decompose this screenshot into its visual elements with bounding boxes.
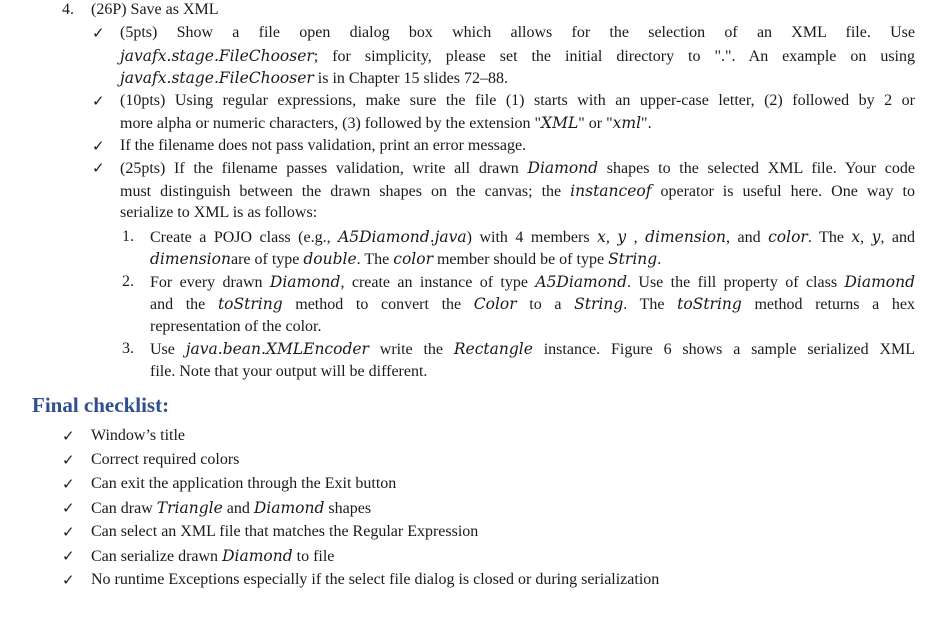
- checklist-item: Can serialize drawn Diamond to file: [91, 547, 335, 565]
- requirement-line: If the filename does not pass validation, print an error message.: [120, 136, 527, 154]
- code-term: xml: [612, 114, 642, 132]
- check-icon: ✓: [62, 523, 75, 541]
- requirement-line: (5pts) Show a file open dialog box which allows for the selection of an XML file. Use: [120, 24, 915, 41]
- code-term: javafx.stage.FileChooser: [120, 69, 314, 87]
- code-term: dimension: [645, 227, 727, 246]
- requirement-line: more alpha or numeric characters, (3) followed by the extension "XML" or "xml".: [120, 114, 652, 132]
- check-icon: ✓: [62, 451, 75, 469]
- code-term: String: [574, 295, 624, 313]
- code-term: Triangle: [156, 499, 223, 517]
- step-line: file. Note that your output will be different.: [150, 362, 428, 380]
- code-term: color: [393, 250, 433, 268]
- section-number: 4.: [62, 1, 74, 18]
- step-number: 1.: [122, 227, 134, 245]
- check-icon: ✓: [62, 475, 75, 493]
- check-icon: ✓: [62, 499, 75, 517]
- requirement-line: serialize to XML is as follows:: [120, 204, 318, 221]
- code-term: Diamond: [269, 272, 341, 291]
- code-term: toString: [677, 295, 742, 313]
- code-term: double: [303, 250, 357, 268]
- step-number: 3.: [122, 340, 134, 357]
- step-line: For every drawn Diamond, create an instance of type A5Diamond. Use the fill property of class Diamond: [150, 272, 915, 291]
- checklist-item: Can draw Triangle and Diamond shapes: [91, 499, 372, 517]
- step-line: Use java.bean.XMLEncoder write the Rectangle instance. Figure 6 shows a sample serialized XML: [150, 340, 915, 358]
- check-icon: ✓: [92, 136, 105, 155]
- check-icon: ✓: [62, 571, 75, 589]
- requirement-line: (10pts) Using regular expressions, make sure the file (1) starts with an upper-case letter, (2) followed by 2 or: [120, 91, 915, 109]
- code-term: String: [608, 250, 658, 268]
- check-icon: ✓: [92, 159, 105, 177]
- code-term: javafx.stage.FileChooser: [120, 46, 314, 65]
- code-term: color: [768, 227, 808, 246]
- code-term: Diamond: [253, 499, 325, 517]
- code-term: Color: [473, 295, 517, 313]
- code-term: A5Diamond.java: [338, 227, 467, 246]
- section-title: (26P) Save as XML: [91, 1, 219, 18]
- code-term: toString: [217, 295, 283, 313]
- checklist-item: Can select an XML file that matches the Regular Expression: [91, 523, 479, 540]
- step-line: representation of the color.: [150, 317, 322, 335]
- step-line: and the toString method to convert the Color to a String. The toString method returns a hex: [150, 295, 916, 313]
- step-number: 2.: [122, 272, 134, 290]
- code-term: A5Diamond: [535, 272, 627, 291]
- code-term: x: [597, 227, 606, 246]
- step-line: Create a POJO class (e.g., A5Diamond.java) with 4 members x, y , dimension, and color. The x, y, and: [150, 227, 916, 246]
- code-term: XML: [541, 114, 579, 132]
- code-term: y: [617, 227, 627, 246]
- checklist-item: Window’s title: [91, 427, 186, 444]
- requirement-line: (25pts) If the filename passes validation, write all drawn Diamond shapes to the selected XML file. Your code: [120, 159, 916, 177]
- code-term: Diamond: [844, 272, 915, 291]
- checklist-item: No runtime Exceptions especially if the select file dialog is closed or during serialization: [91, 571, 660, 588]
- code-term: Diamond: [527, 159, 599, 177]
- requirement-line: javafx.stage.FileChooser is in Chapter 15 slides 72–88.: [120, 69, 508, 87]
- step-line: dimensionare of type double. The color member should be of type String.: [150, 250, 662, 268]
- checklist-heading: Final checklist:: [32, 393, 170, 417]
- code-term: dimension: [150, 250, 231, 268]
- code-term: y: [871, 227, 881, 246]
- check-icon: ✓: [92, 91, 105, 110]
- requirement-line: javafx.stage.FileChooser; for simplicity, please set the initial directory to ".". An example on using: [120, 46, 915, 65]
- check-icon: ✓: [92, 24, 105, 42]
- check-icon: ✓: [62, 427, 75, 445]
- code-term: java.bean.XMLEncoder: [185, 340, 369, 358]
- checklist-item: Correct required colors: [91, 451, 240, 468]
- code-term: x: [851, 227, 861, 246]
- check-icon: ✓: [62, 547, 75, 565]
- code-term: instanceof: [570, 181, 652, 200]
- checklist-item: Can exit the application through the Exit button: [91, 475, 397, 492]
- code-term: Rectangle: [453, 340, 533, 358]
- code-term: Diamond: [222, 547, 293, 565]
- requirement-line: must distinguish between the drawn shapes on the canvas; the instanceof operator is useful here. One way to: [120, 181, 915, 200]
